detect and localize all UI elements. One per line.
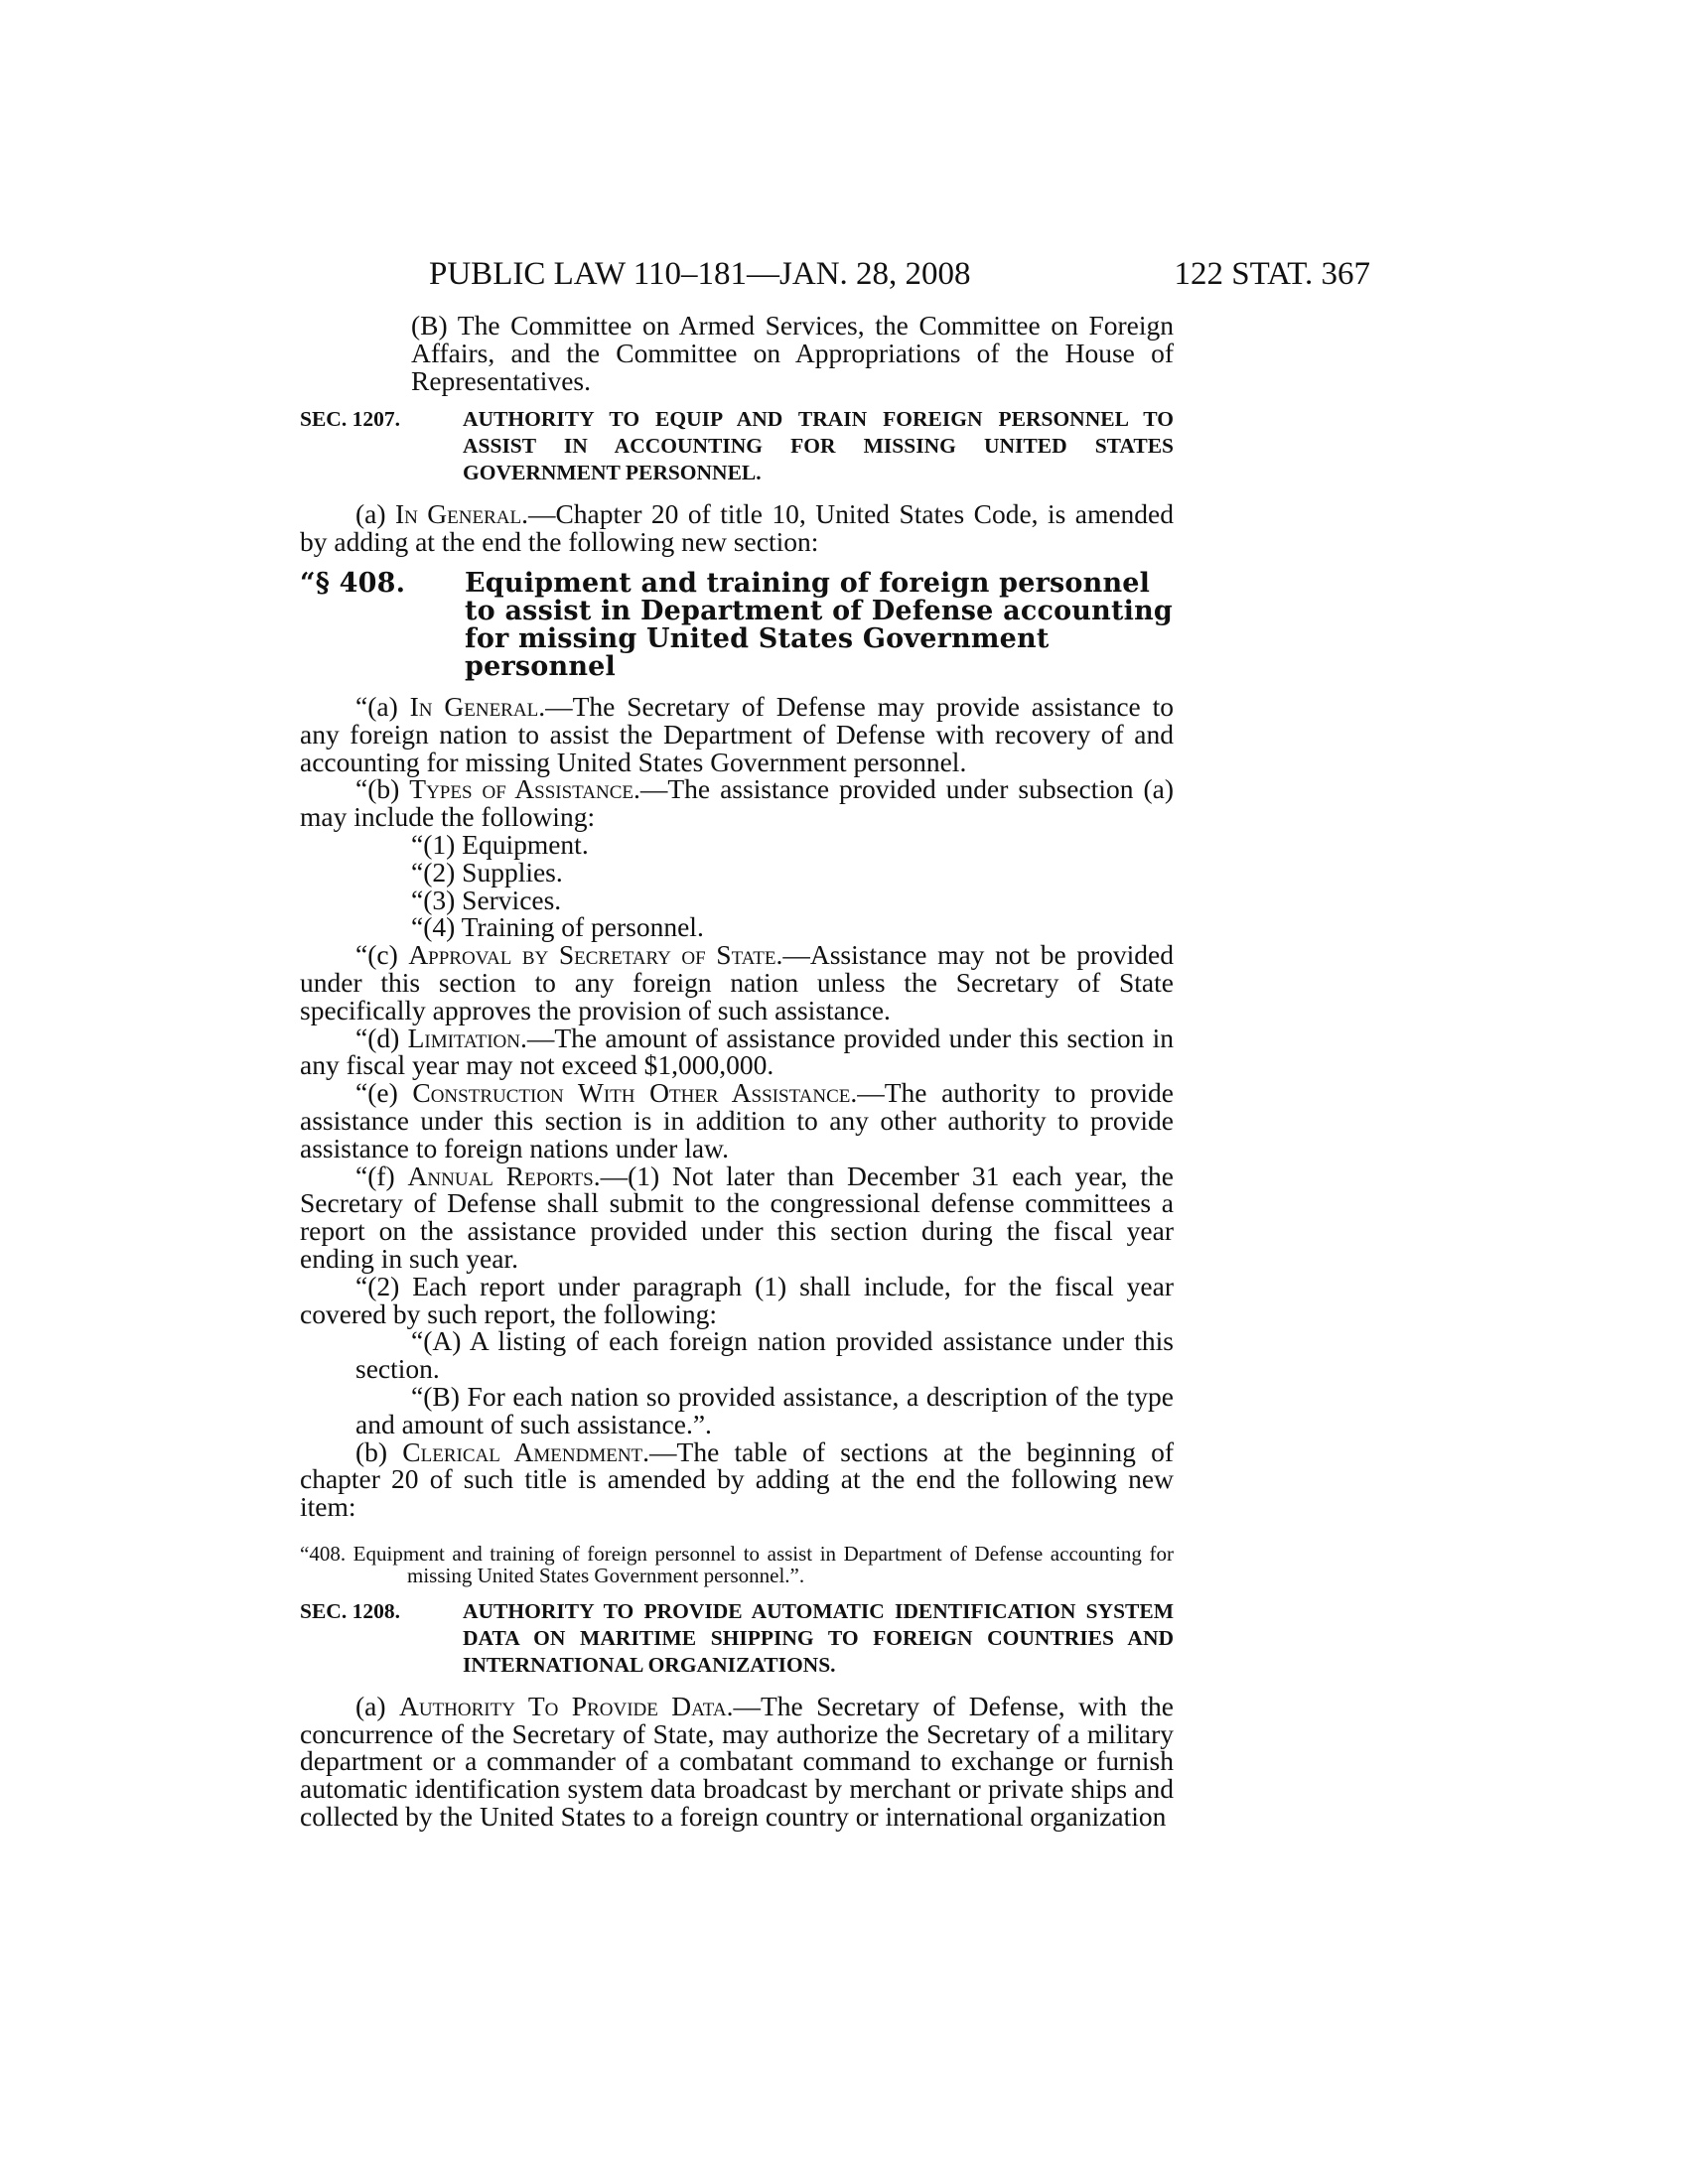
subsection-label: (a) [355, 498, 386, 530]
subsection-heading: Authority To Provide Data [398, 1690, 727, 1721]
paragraph-408-a [300, 690, 1175, 777]
paragraph-intro-b: (B) The Committee on Armed Services, the Committee on Foreign Affairs, and the Committee on Appropriations of the House of Representatives. [411, 310, 1174, 396]
subsection-text: .—(1) Not later than December 31 each year, the Secretary of Defense shall submit to the congressional defense committees a report on the assistance provided under this section during the fiscal year ending in such year. [300, 1160, 1174, 1274]
section-heading-1207 [300, 406, 1174, 486]
paragraph-408-d [300, 1024, 1174, 1080]
subsection-label: “(a) [355, 690, 398, 722]
subsection-heading: Approval by Secretary of State [408, 939, 776, 971]
subsection-text: .—Assistance may not be provided under this section to any foreign nation unless the Secretary of State specifically approves the provision of such assistance. [300, 939, 1174, 1025]
paragraph-408-f [300, 1162, 1174, 1273]
section-title: AUTHORITY TO EQUIP AND TRAIN FOREIGN PERSONNEL TO ASSIST IN ACCOUNTING FOR MISSING UNITED STATES GOVERNMENT PERSONNEL. [463, 407, 1174, 485]
paragraph-clerical-amendment [300, 1435, 1174, 1523]
subsection-label: (a) [355, 1690, 386, 1721]
list-item: “(4) Training of personnel. [411, 911, 704, 943]
paragraph-1207-a [300, 500, 1174, 556]
section-number: SEC. 1208. [300, 1598, 400, 1623]
table-of-sections-item: “408. Equipment and training of foreign personnel to assist in Department of Defense accounting for missing United States Government personnel.”. [300, 1541, 1174, 1587]
subsection-text: .—The assistance provided under subsection (a) may include the following: [300, 773, 1174, 833]
document-body [300, 312, 1174, 1831]
subsection-label: (b) [355, 1435, 388, 1467]
list-item: “(1) Equipment. [411, 828, 589, 860]
running-header [300, 252, 1370, 296]
subsection-text: .—The amount of assistance provided under this section in any fiscal year may not exceed $1,000,000. [300, 1022, 1175, 1081]
subsection-heading: Annual Reports [407, 1160, 594, 1191]
subsection-text: .—Chapter 20 of title 10, United States Code, is amended by adding at the end the following new section: [300, 498, 1174, 558]
subsection-heading: Types of Assistance [409, 773, 633, 805]
list-item: “(3) Services. [411, 884, 562, 915]
new-section-title: Equipment and training of foreign personnel to assist in Department of Defense accounting for missing United States Government personnel [465, 567, 1174, 682]
new-section-label: “§ 408. [300, 567, 406, 599]
paragraph-408-b [300, 775, 1174, 831]
paragraph-408-f-2-B: “(B) For each nation so provided assistance, a description of the type and amount of such assistance.”. [355, 1380, 1174, 1439]
subsection-heading: In General [394, 498, 522, 530]
section-title: AUTHORITY TO PROVIDE AUTOMATIC IDENTIFICATION SYSTEM DATA ON MARITIME SHIPPING TO FOREIGN COUNTRIES AND INTERNATIONAL ORGANIZATIONS. [463, 1598, 1174, 1677]
header-stat-page: 122 STAT. 367 [1174, 256, 1370, 292]
subsection-text: .—The Secretary of Defense may provide assistance to any foreign nation to assist the Department of Defense with recovery of and accounting for missing United States Government personnel. [300, 690, 1175, 777]
subsection-heading: Limitation [407, 1022, 520, 1053]
section-number: SEC. 1207. [300, 407, 400, 432]
paragraph-1208-a [300, 1690, 1175, 1833]
header-title: PUBLIC LAW 110–181—JAN. 28, 2008 [429, 256, 971, 292]
paragraph-408-c [300, 941, 1174, 1024]
paragraph-408-f-2: “(2) Each report under paragraph (1) shall include, for the fiscal year covered by such report, the following: [300, 1270, 1174, 1329]
subsection-label: “(c) [355, 939, 398, 971]
paragraph-408-f-2-A: “(A) A listing of each foreign nation provided assistance under this section. [355, 1325, 1174, 1385]
paragraph-408-e [300, 1079, 1174, 1161]
subsection-text: .—The authority to provide assistance under this section is in addition to any other authority to provide assistance to foreign nations under law. [300, 1077, 1175, 1163]
subsection-text: .—The table of sections at the beginning of chapter 20 of such title is amended by adding at the end the following new item: [300, 1435, 1174, 1523]
subsection-heading: In General [409, 690, 539, 722]
section-heading-1208 [300, 1598, 1174, 1679]
subsection-label: “(b) [355, 773, 400, 805]
subsection-heading: Clerical Amendment [402, 1435, 643, 1467]
subsection-label: “(d) [355, 1022, 400, 1053]
subsection-text: .—The Secretary of Defense, with the concurrence of the Secretary of State, may authorize the Secretary of a military department or a commander of a combatant command to exchange or furnish automatic identification system data broadcast by merchant or private ships and collected by the United States to a foreign country or international organization [300, 1690, 1175, 1833]
subsection-heading: Construction With Other Assistance [412, 1077, 851, 1109]
subsection-label: “(e) [355, 1077, 398, 1109]
list-item: “(2) Supplies. [411, 856, 563, 887]
subsection-label: “(f) [355, 1160, 395, 1191]
new-section-heading [300, 567, 1174, 682]
